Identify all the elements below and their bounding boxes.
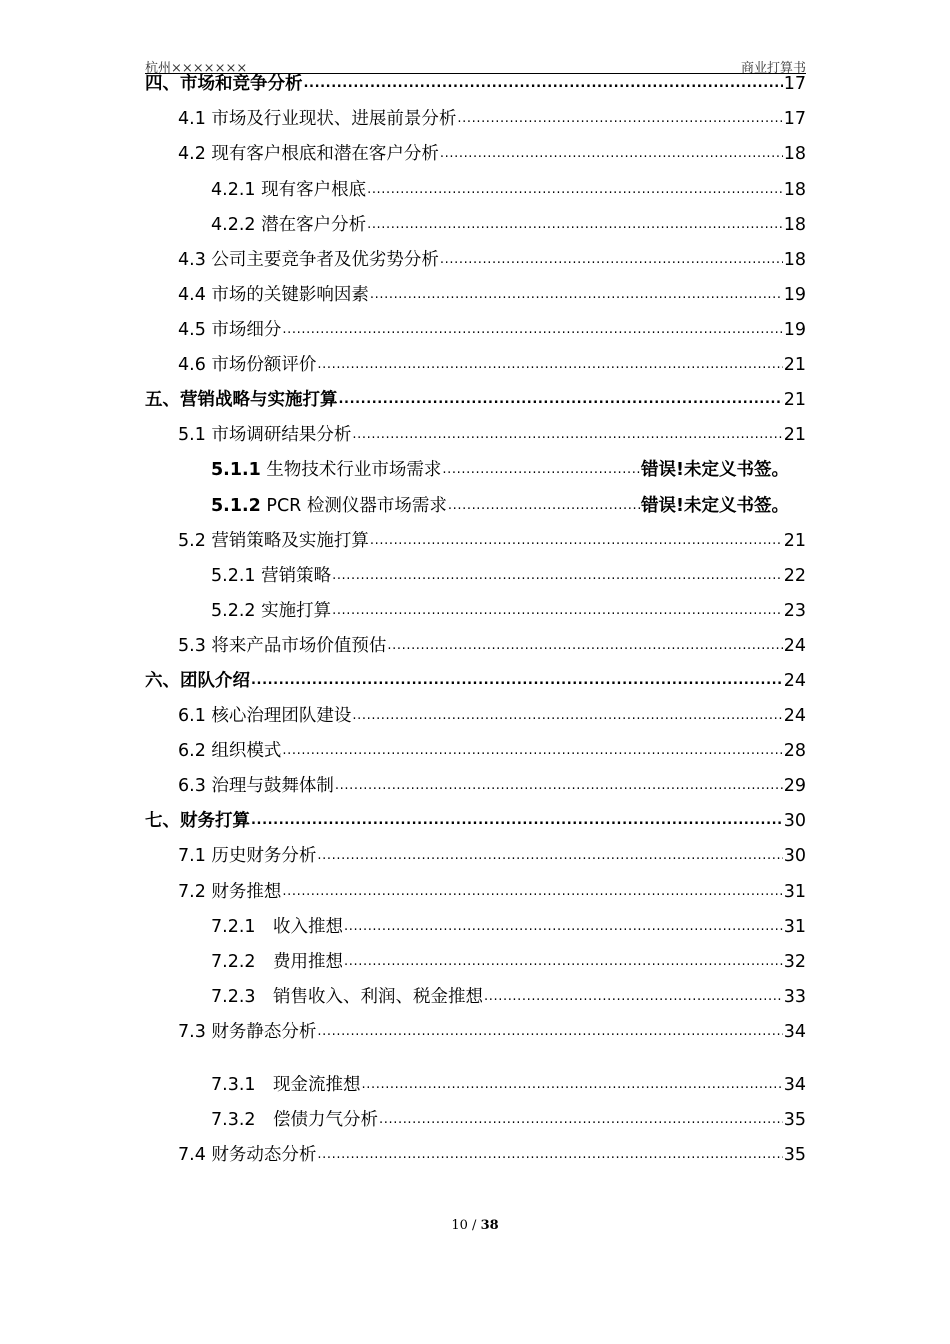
toc-entry-page: 21 [783,390,806,410]
toc-dot-leader [251,812,783,830]
total-page-count: 38 [480,1218,499,1233]
toc-entry-page: 30 [783,846,806,866]
toc-entry-page: 17 [783,109,806,129]
toc-entry-number: 5.1.2 [211,496,261,516]
toc-entry-page: 33 [783,987,806,1007]
toc-entry-title: 生物技术行业市场需求 [266,460,442,480]
toc-entry-title: 7.2.3 销售收入、利润、税金推想 [211,987,484,1007]
toc-dot-leader [367,181,783,199]
toc-dot-leader [282,742,782,760]
toc-entry-title: 六、团队介绍 [145,671,250,691]
toc-entry-page: 18 [783,215,806,235]
toc-entry-page: 21 [783,425,806,445]
toc-entry-title: 6.1 核心治理团队建设 [178,706,352,726]
toc-entry[interactable] [211,915,806,939]
toc-entry[interactable] [211,599,806,623]
bookmark-error-text: 错误!未定义书签。 [641,460,789,480]
toc-entry-title: 5.2.2 实施打算 [211,601,332,621]
toc-entry[interactable] [178,1143,806,1167]
toc-entry[interactable] [178,283,806,307]
toc-dot-leader [367,216,783,234]
toc-entry[interactable] [211,1073,806,1097]
toc-dot-leader [362,1076,783,1094]
toc-entry-page: 19 [783,285,806,305]
page-separator: / [472,1218,477,1233]
toc-entry[interactable] [178,634,806,658]
toc-dot-leader [335,777,783,795]
toc-entry-title: 4.2.1 现有客户根底 [211,180,367,200]
toc-entry[interactable] [211,213,806,237]
toc-dot-leader [352,707,782,725]
toc-entry-title: 四、市场和竞争分析 [145,74,303,94]
toc-dot-leader [344,918,783,936]
toc-entry-title: 4.2.2 潜在客户分析 [211,215,367,235]
toc-dot-leader [484,988,783,1006]
toc-entry-page: 35 [783,1145,806,1165]
toc-dot-leader [332,567,783,585]
toc-entry-title: 4.3 公司主要竞争者及优劣势分析 [178,250,439,270]
toc-entry[interactable] [178,880,806,904]
toc-entry-page: 30 [783,811,806,831]
toc-entry-title: 6.3 治理与鼓舞体制 [178,776,334,796]
toc-entry-page: 18 [783,180,806,200]
toc-dot-leader [317,1146,782,1164]
toc-entry-page: 24 [783,671,806,691]
toc-entry-page: 31 [783,882,806,902]
toc-entry-title: 五、营销战略与实施打算 [145,390,338,410]
toc-entry[interactable] [178,529,806,553]
toc-entry[interactable] [178,1020,806,1044]
toc-entry-title: PCR 检测仪器市场需求 [266,496,447,516]
toc-entry-title: 4.4 市场的关键影响因素 [178,285,369,305]
toc-entry-chapter-4[interactable] [145,72,806,96]
toc-entry-page: 17 [783,74,806,94]
toc-entry-title: 4.5 市场细分 [178,320,282,340]
toc-entry-title: 7.1 历史财务分析 [178,846,317,866]
current-page-number: 10 [451,1218,468,1233]
toc-entry[interactable] [178,318,806,342]
toc-entry[interactable] [178,107,806,131]
toc-entry[interactable] [211,178,806,202]
toc-entry-page: 29 [783,776,806,796]
toc-dot-leader [251,672,783,690]
toc-entry[interactable] [178,142,806,166]
toc-entry-page: 24 [783,636,806,656]
page-number-footer [0,1218,950,1233]
header-doc-title: 商业打算书 [740,61,806,76]
toc-entry-page: 21 [783,355,806,375]
toc-dot-leader [442,461,640,479]
toc-dot-leader [448,497,640,515]
toc-entry[interactable] [178,739,806,763]
toc-dot-leader [440,145,783,163]
toc-dot-leader [457,110,782,128]
toc-entry-page: 34 [783,1075,806,1095]
toc-dot-leader [370,286,783,304]
toc-entry-page: 35 [783,1110,806,1130]
toc-entry-page: 19 [783,320,806,340]
toc-dot-leader [379,1111,783,1129]
toc-entry-page: 28 [783,741,806,761]
toc-entry-title: 4.2 现有客户根底和潜在客户分析 [178,144,439,164]
toc-entry[interactable] [211,1108,806,1132]
toc-entry-chapter-6[interactable] [145,669,806,693]
toc-entry[interactable] [178,423,806,447]
toc-entry-broken-bookmark[interactable] [211,458,789,482]
toc-dot-leader [304,75,783,93]
toc-entry-page: 24 [783,706,806,726]
toc-entry-title: 5.3 将来产品市场价值预估 [178,636,387,656]
toc-entry-title: 6.2 组织模式 [178,741,282,761]
toc-dot-leader [317,356,782,374]
toc-entry-title: 七、财务打算 [145,811,250,831]
toc-entry-chapter-7[interactable] [145,809,806,833]
toc-entry-title: 7.3 财务静态分析 [178,1022,317,1042]
toc-entry[interactable] [178,844,806,868]
toc-entry[interactable] [178,774,806,798]
toc-dot-leader [387,637,782,655]
toc-dot-leader [370,532,783,550]
toc-dot-leader [339,391,783,409]
header-company: 杭州××××××× [145,61,248,76]
toc-entry-title: 7.2.2 费用推想 [211,952,344,972]
toc-dot-leader [440,251,783,269]
toc-entry[interactable] [178,248,806,272]
toc-dot-leader [317,847,782,865]
toc-dot-leader [282,321,782,339]
toc-entry[interactable] [211,985,806,1009]
toc-entry-title: 5.2 营销策略及实施打算 [178,531,369,551]
toc-dot-leader [352,426,782,444]
toc-entry[interactable] [178,353,806,377]
toc-entry-title: 4.6 市场份额评价 [178,355,317,375]
toc-entry-page: 31 [783,917,806,937]
toc-entry-title: 7.3.2 偿债力气分析 [211,1110,379,1130]
toc-entry-page: 18 [783,250,806,270]
toc-entry-number: 5.1.1 [211,460,261,480]
toc-dot-leader [344,953,783,971]
toc-dot-leader [282,883,782,901]
toc-entry-chapter-5[interactable] [145,388,806,412]
toc-entry[interactable] [211,950,806,974]
toc-entry[interactable] [178,704,806,728]
toc-entry-broken-bookmark[interactable] [211,494,789,518]
toc-entry-page: 32 [783,952,806,972]
toc-entry-title: 4.1 市场及行业现状、进展前景分析 [178,109,457,129]
toc-entry-page: 23 [783,601,806,621]
toc-entry-page: 34 [783,1022,806,1042]
toc-entry[interactable] [211,564,806,588]
toc-entry-page: 18 [783,144,806,164]
toc-dot-leader [317,1023,782,1041]
bookmark-error-text: 错误!未定义书签。 [641,496,789,516]
toc-entry-title: 7.2 财务推想 [178,882,282,902]
toc-entry-title: 5.1 市场调研结果分析 [178,425,352,445]
toc-entry-page: 22 [783,566,806,586]
toc-entry-title: 5.2.1 营销策略 [211,566,332,586]
toc-entry-page: 21 [783,531,806,551]
toc-entry-title: 7.2.1 收入推想 [211,917,344,937]
toc-entry-title: 7.4 财务动态分析 [178,1145,317,1165]
toc-dot-leader [332,602,783,620]
toc-entry-title: 7.3.1 现金流推想 [211,1075,361,1095]
